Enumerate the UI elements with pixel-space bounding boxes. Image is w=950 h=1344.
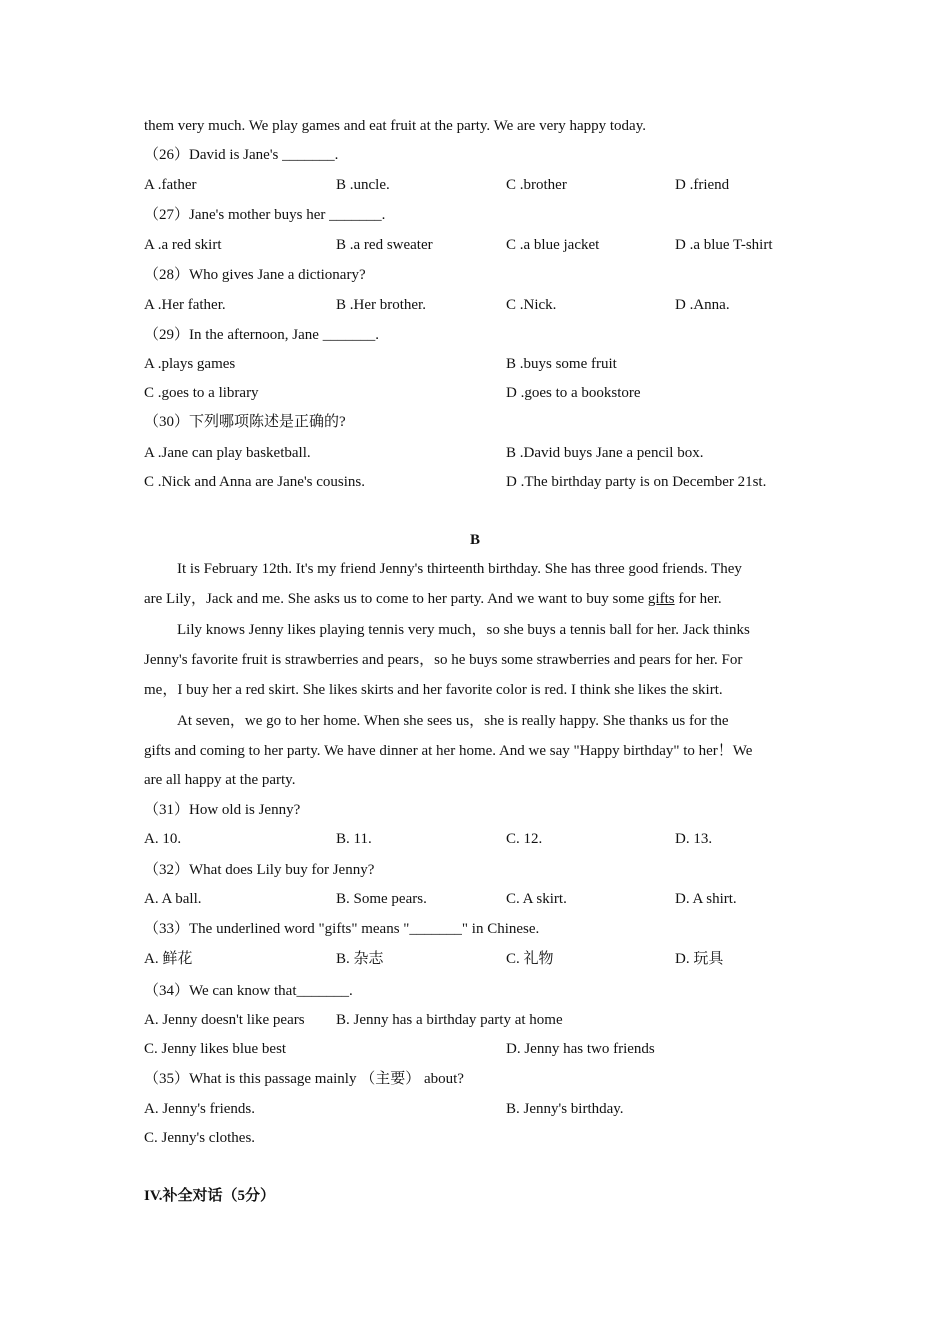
question-32-stem: （32）What does Lily buy for Jenny? [144, 862, 375, 878]
q30-option-c: C .Nick and Anna are Jane's cousins. [144, 474, 365, 490]
q34-option-c: C. Jenny likes blue best [144, 1041, 287, 1057]
question-27-stem: （27）Jane's mother buys her _______. [144, 207, 386, 223]
q29-option-a: A .plays games [144, 356, 236, 372]
question-29-stem: （29）In the afternoon, Jane _______. [144, 327, 379, 343]
q30-option-a: A .Jane can play basketball. [144, 445, 311, 461]
q34-option-b: B. Jenny has a birthday party at home [336, 1012, 563, 1028]
passage-b-p2-line3: me，I buy her a red skirt. She likes skirts and her favorite color is red. I think she likes the skirt. [144, 682, 723, 698]
q27-option-b: B .a red sweater [336, 237, 433, 253]
passage-b-p1-line1: It is February 12th. It's my friend Jenny's thirteenth birthday. She has three good friends. They [177, 561, 742, 577]
question-26-stem: （26）David is Jane's _______. [144, 147, 339, 163]
q35-option-c: C. Jenny's clothes. [144, 1130, 256, 1146]
q26-option-b: B .uncle. [336, 177, 390, 193]
underlined-word-gifts: gifts [647, 591, 675, 607]
q30-option-b: B .David buys Jane a pencil box. [506, 445, 704, 461]
passage-a-tail: them very much. We play games and eat fruit at the party. We are very happy today. [144, 118, 646, 134]
q35-option-b: B. Jenny's birthday. [506, 1101, 624, 1117]
passage-b-p2-line1: Lily knows Jenny likes playing tennis very much，so she buys a tennis ball for her. Jack thinks [177, 622, 750, 638]
section-b-heading: B [469, 532, 480, 548]
passage-b-p3-line1: At seven，we go to her home. When she sees us，she is really happy. She thanks us for the [177, 713, 729, 729]
q31-option-a: A. 10. [144, 831, 182, 847]
passage-b-p1-line2-text: are Lily，Jack and me. She asks us to come to her party. And we want to buy some [144, 591, 648, 607]
q33-option-a: A. 鲜花 [144, 951, 193, 967]
q35-option-a: A. Jenny's friends. [144, 1101, 256, 1117]
section-iv-heading: IV.补全对话（5分） [144, 1188, 275, 1204]
passage-b-p2-line2: Jenny's favorite fruit is strawberries and pears，so he buys some strawberries and pears for her. For [144, 652, 743, 668]
passage-b-p3-line3: are all happy at the party. [144, 772, 296, 788]
question-30-stem: （30）下列哪项陈述是正确的? [144, 414, 346, 430]
question-31-stem: （31）How old is Jenny? [144, 802, 301, 818]
q32-option-c: C. A skirt. [506, 891, 567, 907]
q28-option-a: A .Her father. [144, 297, 226, 313]
q31-option-b: B. 11. [336, 831, 372, 847]
q30-option-d: D .The birthday party is on December 21st. [506, 474, 767, 490]
question-35-stem: （35）What is this passage mainly （主要） about? [144, 1071, 464, 1087]
question-28-stem: （28）Who gives Jane a dictionary? [144, 267, 366, 283]
q28-option-b: B .Her brother. [336, 297, 426, 313]
q34-option-d: D. Jenny has two friends [506, 1041, 655, 1057]
q28-option-d: D .Anna. [675, 297, 730, 313]
q33-option-b: B. 杂志 [336, 951, 384, 967]
q29-option-c: C .goes to a library [144, 385, 259, 401]
passage-b-p3-line2: gifts and coming to her party. We have dinner at her home. And we say "Happy birthday" to her！We [144, 743, 753, 759]
q32-option-d: D. A shirt. [675, 891, 737, 907]
q31-option-d: D. 13. [675, 831, 713, 847]
q27-option-a: A .a red skirt [144, 237, 222, 253]
q33-option-d: D. 玩具 [675, 951, 724, 967]
question-34-stem: （34）We can know that_______. [144, 983, 353, 999]
q26-option-d: D .friend [675, 177, 730, 193]
q34-option-a: A. Jenny doesn't like pears [144, 1012, 305, 1028]
passage-b-p1-line2 [144, 589, 722, 609]
q31-option-c: C. 12. [506, 831, 543, 847]
q27-option-d: D .a blue T-shirt [675, 237, 773, 253]
q27-option-c: C .a blue jacket [506, 237, 600, 253]
q28-option-c: C .Nick. [506, 297, 557, 313]
passage-b-p1-line2-end: for her. [674, 591, 722, 607]
question-33-stem: （33）The underlined word "gifts" means "_______" in Chinese. [144, 921, 540, 937]
q26-option-a: A .father [144, 177, 197, 193]
q29-option-b: B .buys some fruit [506, 356, 617, 372]
q26-option-c: C .brother [506, 177, 567, 193]
q32-option-a: A. A ball. [144, 891, 202, 907]
q29-option-d: D .goes to a bookstore [506, 385, 641, 401]
q32-option-b: B. Some pears. [336, 891, 427, 907]
q33-option-c: C. 礼物 [506, 951, 554, 967]
